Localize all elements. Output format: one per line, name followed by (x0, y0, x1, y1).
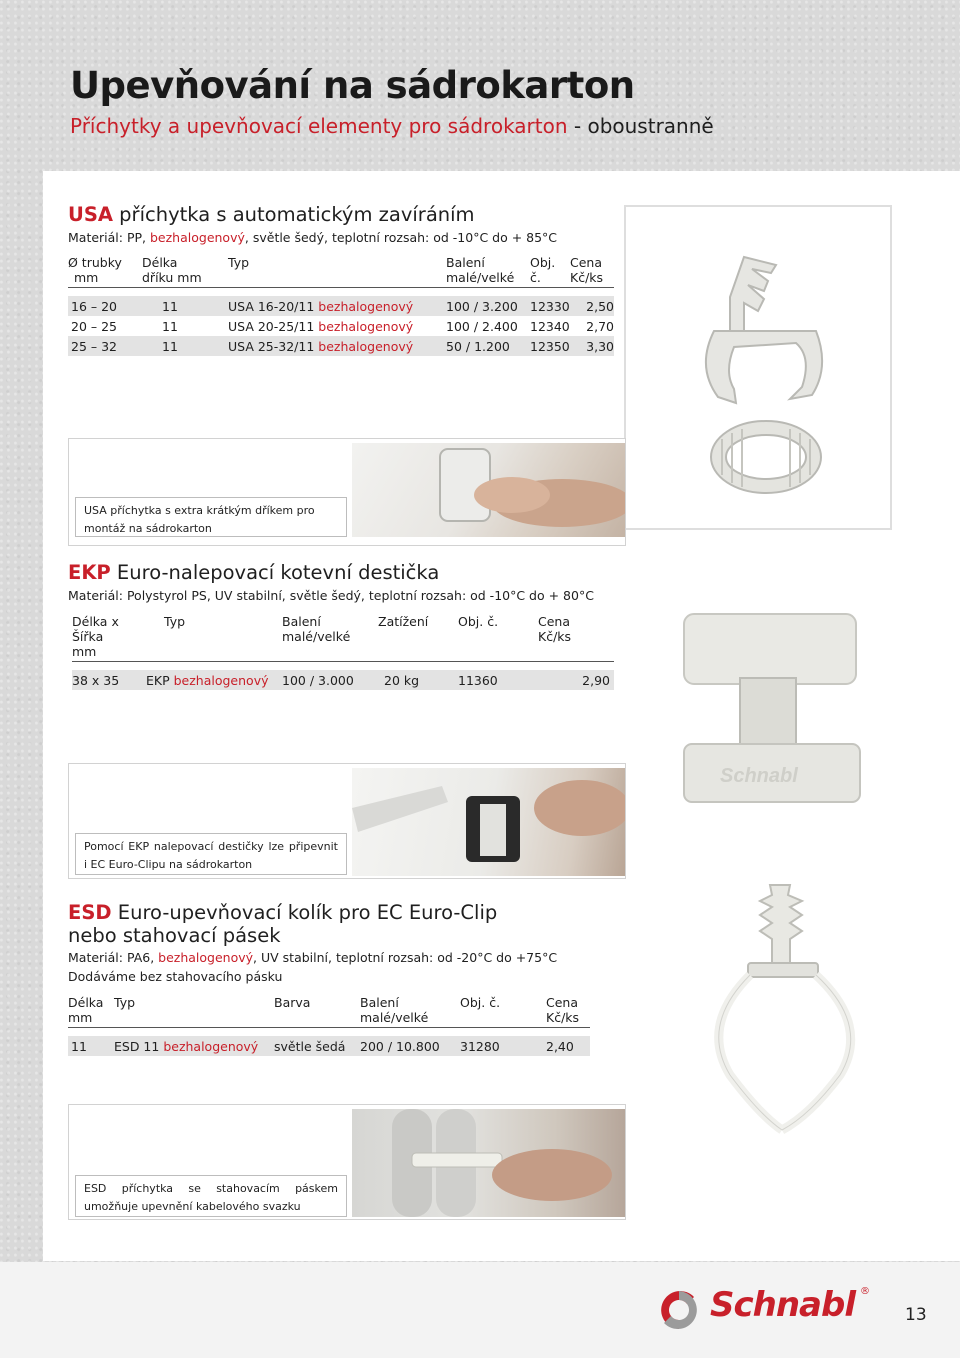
esd-title: ESD Euro-upevňovací kolík pro EC Euro-Clip nebo stahovací pásek (68, 901, 498, 947)
subtitle-dark: - oboustranně (567, 114, 714, 138)
usa-material: Materiál: PP, bezhalogenový, světle šedý, teplotní rozsah: od -10°C do + 85°C (68, 230, 558, 245)
ekp-plate-icon (662, 598, 878, 816)
table-row: 25 – 32 11 USA 25-32/11 bezhalogenový 50 / 1.200 12350 3,30 (68, 336, 614, 356)
col-header: Cena Kč/ks (538, 614, 614, 662)
cables-photo-icon (352, 1109, 625, 1217)
subtitle-red: Příchytky a upevňovací elementy pro sádrokarton (70, 114, 568, 138)
ekp-table (72, 614, 614, 690)
col-header: Cena Kč/ks (570, 255, 614, 288)
col-header: Typ (144, 614, 282, 662)
col-header: Délka mm (68, 995, 114, 1028)
esd-note: Dodáváme bez stahovacího pásku (68, 969, 283, 984)
hand-photo-icon (352, 443, 625, 537)
usa-title: USA příchytka s automatickým zavíráním (68, 203, 475, 226)
ekp-mounting-photo (352, 768, 625, 876)
esd-mounting-photo (352, 1109, 625, 1217)
usa-clip-icon (626, 207, 890, 528)
page-subtitle (70, 114, 714, 138)
col-header: Balení malé/velké (360, 995, 460, 1028)
page-number: 13 (905, 1305, 927, 1325)
table-row: 38 x 35 EKP bezhalogenový 100 / 3.000 20 kg 11360 2,90 (72, 670, 614, 690)
ekp-caption: Pomocí EKP nalepovací destičky lze připevnit i EC Euro-Clipu na sádrokarton (75, 833, 347, 875)
col-header: Balení malé/velké (446, 255, 530, 288)
ekp-material: Materiál: Polystyrol PS, UV stabilní, světle šedý, teplotní rozsah: od -10°C do + 80°C (68, 588, 594, 603)
ekp-title: EKP Euro-nalepovací kotevní destička (68, 561, 440, 584)
col-header: Ø trubky mm (68, 255, 142, 288)
registered-mark: ® (860, 1286, 870, 1297)
table-row: 16 – 20 11 USA 16-20/11 bezhalogenový 100 / 3.200 12330 2,50 (68, 296, 614, 316)
usa-table (68, 255, 614, 356)
col-header: Obj. č. (458, 614, 538, 662)
glue-photo-icon (352, 768, 625, 876)
esd-table (68, 995, 590, 1056)
svg-text:Schnabl: Schnabl (720, 765, 798, 787)
col-header: Obj. č. (460, 995, 546, 1028)
col-header: Délka x Šířka mm (72, 614, 144, 662)
esd-caption: ESD příchytka se stahovacím páskem umožňuje upevnění kabelového svazku (75, 1175, 347, 1217)
ekp-product-image (662, 598, 878, 816)
col-header: Barva (274, 995, 360, 1028)
col-header: Typ (114, 995, 274, 1028)
usa-mounting-photo (352, 443, 625, 537)
schnabl-logo-icon (656, 1287, 702, 1333)
col-header: Cena Kč/ks (546, 995, 590, 1028)
col-header: Balení malé/velké (282, 614, 378, 662)
esd-product-image (690, 875, 880, 1140)
col-header: Obj. č. (530, 255, 570, 288)
esd-tie-icon (690, 875, 880, 1140)
table-row: 20 – 25 11 USA 20-25/11 bezhalogenový 100 / 2.400 12340 2,70 (71, 318, 614, 334)
page-title: Upevňování na sádrokarton (70, 64, 635, 107)
table-row: 11 ESD 11 bezhalogenový světle šedá 200 / 10.800 31280 2,40 (68, 1036, 590, 1056)
col-header: Typ (228, 255, 446, 288)
col-header: Délka dříku mm (142, 255, 228, 288)
col-header: Zatížení (378, 614, 458, 662)
schnabl-logo: Schnabl (710, 1285, 855, 1325)
usa-product-image (624, 205, 892, 530)
usa-caption: USA příchytka s extra krátkým dříkem pro montáž na sádrokarton (75, 497, 347, 537)
esd-material: Materiál: PA6, bezhalogenový, UV stabilní, teplotní rozsah: od -20°C do +75°C (68, 950, 558, 965)
